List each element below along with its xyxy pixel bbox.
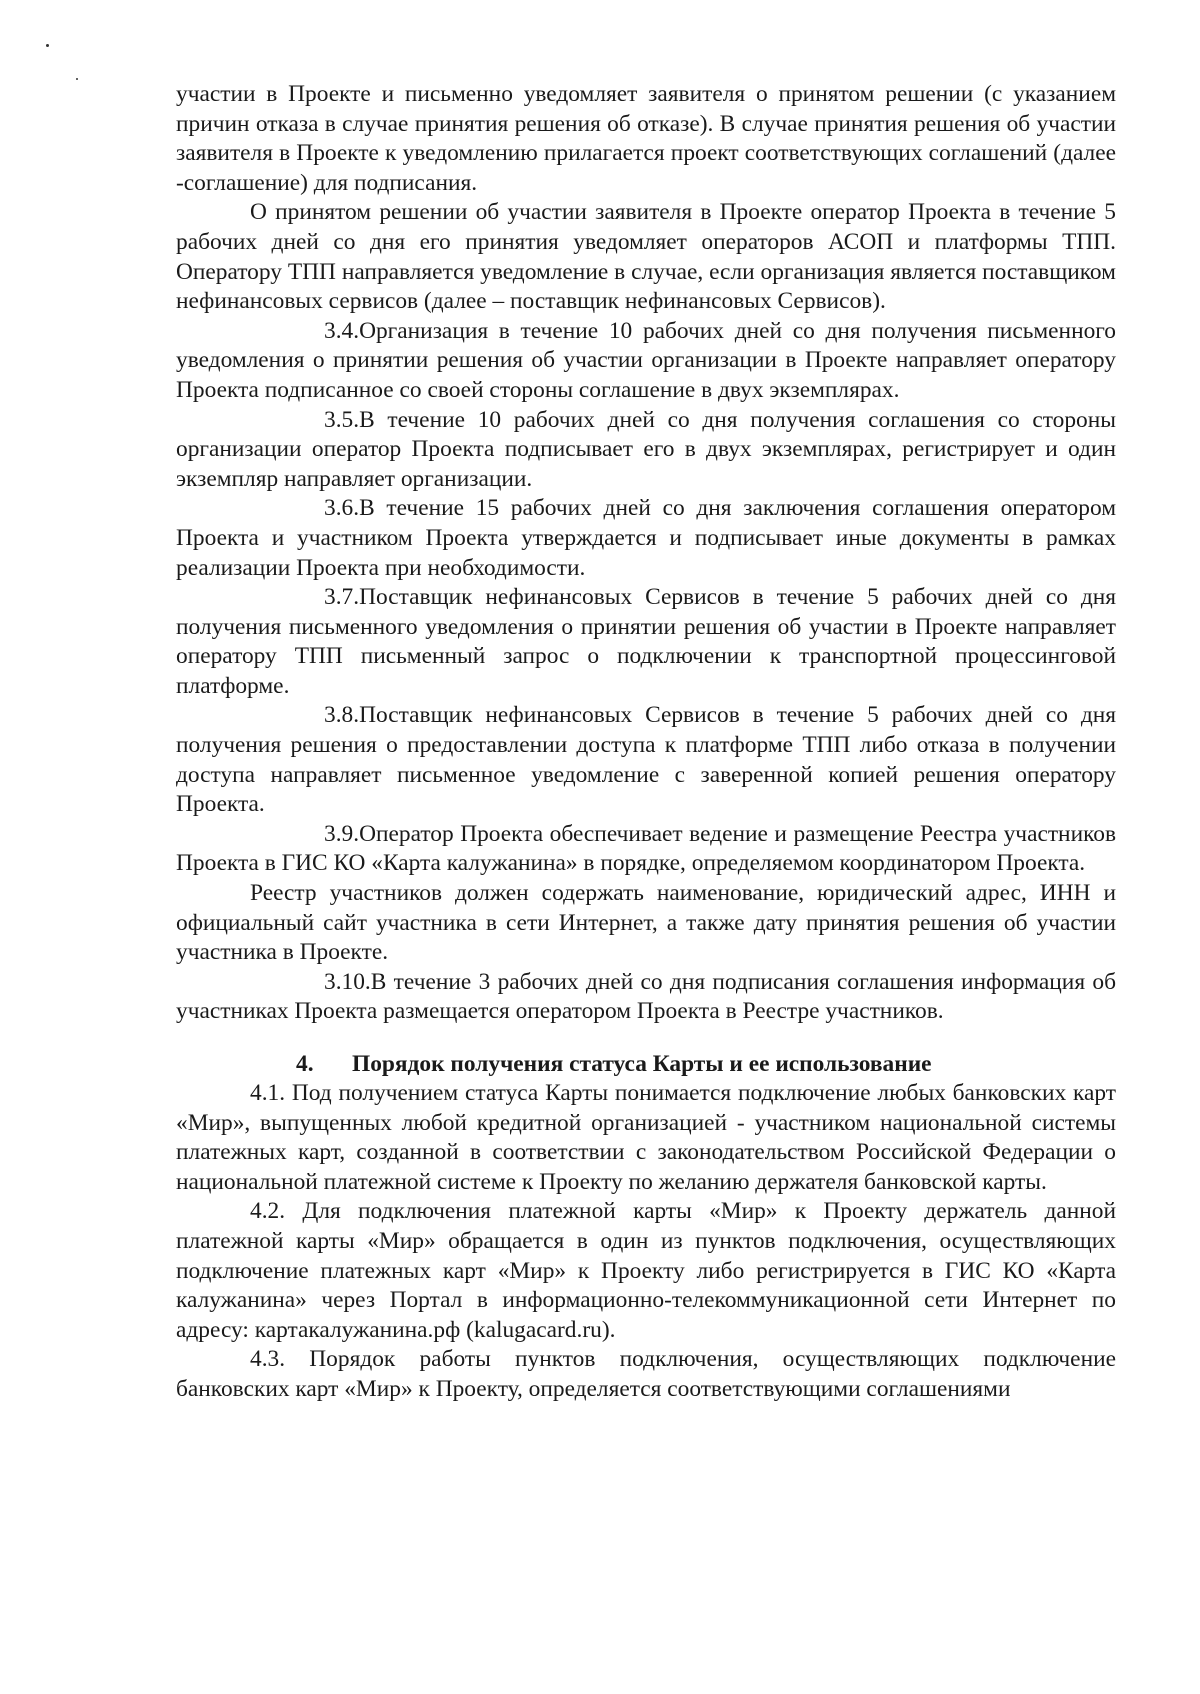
clause-text: 4.1. Под получением статуса Карты понимается подключение любых банковских карт «Мир», выпущенных любой кредитной организацией - участником национальной системы платежных карт, созданной в соответствии с законодательством Российской Федерации о национальной платежной системе к Проекту по желанию держателя банковской карты. (176, 1080, 1116, 1195)
clause-3-8 (176, 701, 1116, 819)
clause-text: 4.2. Для подключения платежной карты «Мир» к Проекту держатель данной платежной карты «Мир» обращается в один из пунктов подключения, осуществляющих подключение платежных карт «Мир» к Проекту либо регистрируется в ГИС КО «Карта калужанина» через Портал в информационно-телекоммуникационной сети Интернет по адресу: картакалужанина.рф (kalugacard.ru). (176, 1198, 1116, 1343)
paragraph-notice (176, 198, 1116, 316)
clause-text: Поставщик нефинансовых Сервисов в течение 5 рабочих дней со дня получения решения о предоставлении доступа к платформе ТПП либо отказа в получении доступа направляет письменное уведомление с заверенной копией решения оператору Проекта. (176, 702, 1116, 818)
clause-text: В течение 10 рабочих дней со дня получения соглашения со стороны организации оператор Проекта подписывает его в двух экземплярах, регистрирует и один экземпляр направляет организации. (176, 406, 1116, 492)
paragraph-registry (176, 879, 1116, 968)
scan-speck (76, 78, 78, 80)
clause-3-10 (176, 968, 1116, 1027)
clause-3-7 (176, 583, 1116, 701)
section-number: 4. (296, 1051, 314, 1077)
clause-number: 3.7. (324, 584, 360, 611)
clause-text: 4.3. Порядок работы пунктов подключения, осуществляющих подключение банковских карт «Мир» к Проекту, определяется соответствующими соглашениями (176, 1346, 1116, 1402)
clause-text: В течение 3 рабочих дней со дня подписания соглашения информация об участниках Проекта размещается оператором Проекта в Реестре участников. (176, 968, 1116, 1025)
clause-3-6 (176, 494, 1116, 583)
clause-text: В течение 15 рабочих дней со дня заключения соглашения оператором Проекта и участником Проекта утверждается и подписывает иные документы в рамках реализации Проекта при необходимости. (176, 495, 1116, 581)
clause-number: 3.9. (324, 820, 360, 847)
clause-4-1 (176, 1079, 1116, 1197)
clause-number: 3.8. (324, 702, 360, 729)
clause-number: 3.4. (324, 317, 360, 344)
clause-text: Поставщик нефинансовых Сервисов в течение 5 рабочих дней со дня получения письменного уведомления о принятии решения об участии в Проекте направляет оператору ТПП письменный запрос о подключении к транспортной процессинговой платформе. (176, 584, 1116, 699)
clause-text: Организация в течение 10 рабочих дней со дня получения письменного уведомления о принятии решения об участии организации в Проекте направляет оператору Проекта подписанное со своей стороны соглашение в двух экземплярах. (176, 317, 1116, 403)
clause-3-5 (176, 406, 1116, 495)
clause-3-4 (176, 317, 1116, 406)
paragraph-text: О принятом решении об участии заявителя в Проекте оператор Проекта в течение 5 рабочих дней со дня его принятия уведомляет операторов АСОП и платформы ТПП. Оператору ТПП направляется уведомление в случае, если организация является поставщиком нефинансовых сервисов (далее – поставщик нефинансовых Сервисов). (176, 199, 1116, 315)
section-title: Порядок получения статуса Карты и ее использование (352, 1051, 932, 1077)
clause-4-2 (176, 1197, 1116, 1345)
paragraph-text: Реестр участников должен содержать наименование, юридический адрес, ИНН и официальный сайт участника в сети Интернет, а также дату принятия решения об участии участника в Проекте. (176, 880, 1116, 966)
section-heading (176, 1049, 1116, 1079)
paragraph-text: участии в Проекте и письменно уведомляет заявителя о принятом решении (с указанием причин отказа в случае принятия решения об отказе). В случае принятия решения об участии заявителя в Проекте к уведомлению прилагается проект соответствующих соглашений (далее -соглашение) для подписания. (176, 81, 1116, 196)
clause-number: 3.6. (324, 495, 360, 522)
clause-number: 3.10. (324, 968, 371, 995)
scan-speck (46, 44, 49, 47)
clause-3-9 (176, 820, 1116, 879)
spacer (176, 1027, 1116, 1049)
clause-text: Оператор Проекта обеспечивает ведение и размещение Реестра участников Проекта в ГИС КО «Карта калужанина» в порядке, определяемом координатором Проекта. (176, 820, 1116, 877)
clause-4-3 (176, 1345, 1116, 1404)
document-body (176, 80, 1116, 1405)
paragraph-continuation (176, 80, 1116, 198)
clause-number: 3.5. (324, 406, 360, 433)
